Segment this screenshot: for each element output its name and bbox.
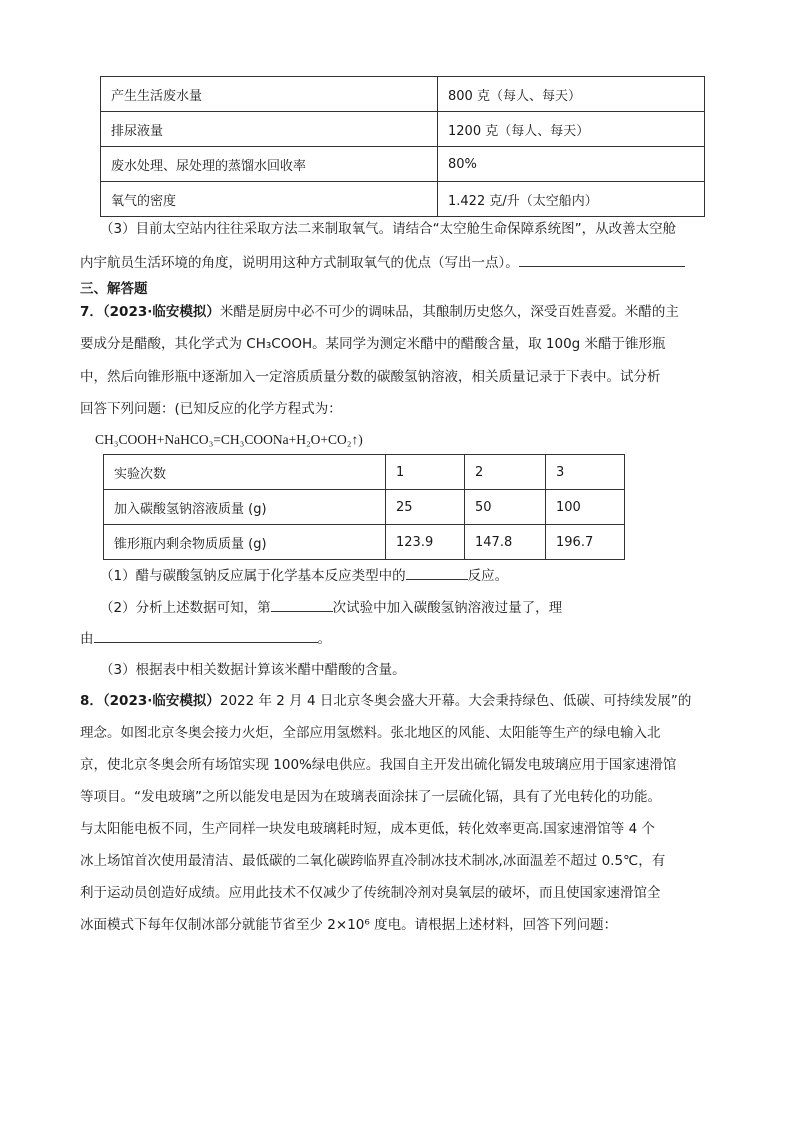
q8-line8: 冰面模式下每年仅制冰部分就能节省至少 2×10⁶ 度电。请根据上述材料，回答下列问题： bbox=[80, 917, 618, 933]
table-cell: 锥形瓶内剩余物质质量 (g) bbox=[104, 525, 386, 560]
answer-blank[interactable] bbox=[406, 565, 468, 580]
table-cell: 100 bbox=[546, 490, 625, 525]
q6-sub3-text: 内宇航员生活环境的角度，说明用这种方式制取氧气的优点（写出一点）。 bbox=[80, 255, 519, 271]
q7-line3: 中，然后向锥形瓶中逐渐加入一定溶质质量分数的碳酸氢钠溶液，相关质量记录于下表中。试分析 bbox=[80, 369, 661, 385]
table-header-cell: 1 bbox=[386, 455, 465, 490]
q7-sub1-text-b: 反应。 bbox=[467, 568, 509, 584]
table-cell: 196.7 bbox=[546, 525, 625, 560]
table-cell: 废水处理、尿处理的蒸馏水回收率 bbox=[101, 147, 438, 182]
answer-blank[interactable] bbox=[271, 597, 333, 612]
q8-text: 2022 年 2 月 4 日北京冬奥会盛大开幕。大会秉持绿色、低碳、可持续发展”的 bbox=[219, 693, 692, 709]
table-header-cell: 实验次数 bbox=[104, 455, 386, 490]
q8-line7: 利于运动员创造好成绩。应用此技术不仅减少了传统制冷剂对臭氧层的破坏，而且使国家速滑馆全 bbox=[80, 885, 661, 901]
q7-sub1-text-a: （1）醋与碳酸氢钠反应属于化学基本反应类型中的 bbox=[100, 568, 406, 584]
table-row bbox=[101, 182, 705, 217]
q7-sub2 bbox=[100, 597, 562, 618]
table-cell: 1200 克（每人、每天） bbox=[438, 112, 705, 147]
q7-sub2-text-d: 。 bbox=[317, 631, 331, 647]
section-heading: 三、解答题 bbox=[80, 281, 148, 297]
q7-line1 bbox=[80, 302, 679, 322]
q6-sub3-line2 bbox=[80, 252, 685, 273]
q7-sub2-text-c: 由 bbox=[80, 631, 94, 647]
chemical-equation: CH₃COOH+NaHCO₃=CH₃COONa+H₂O+CO₂↑) bbox=[95, 432, 363, 447]
q8-source: （2023·临安模拟） bbox=[102, 693, 220, 709]
q7-sub1 bbox=[100, 565, 508, 586]
q7-line4: 回答下列问题：(已知反应的化学方程式为： bbox=[80, 401, 342, 417]
table-cell: 50 bbox=[465, 490, 546, 525]
q7-sub2-reason bbox=[80, 628, 331, 649]
table-row bbox=[104, 490, 625, 525]
table-row bbox=[104, 525, 625, 560]
q7-number: 7． bbox=[80, 304, 103, 320]
q7-sub2-text-b: 次试验中加入碳酸氢钠溶液过量了，理 bbox=[332, 600, 563, 616]
table-header-cell: 3 bbox=[546, 455, 625, 490]
q7-line2: 要成分是醋酸，其化学式为 CH₃COOH。某同学为测定米醋中的醋酸含量，取 100g 米醋于锥形瓶 bbox=[80, 336, 666, 352]
table-header-row bbox=[104, 455, 625, 490]
answer-blank[interactable] bbox=[519, 252, 685, 267]
q7-text: 米醋是厨房中必不可少的调味品，其酿制历史悠久，深受百姓喜爱。米醋的主 bbox=[219, 304, 679, 320]
q8-line1 bbox=[80, 691, 691, 711]
table-row bbox=[101, 112, 705, 147]
q8-line6: 冰上场馆首次使用最清洁、最低碳的二氧化碳跨临界直冷制冰技术制冰,冰面温差不超过 0.5℃，有 bbox=[80, 853, 666, 869]
q8-line2: 理念。如图北京冬奥会接力火炬，全部应用氢燃料。张北地区的风能、太阳能等生产的绿电输入北 bbox=[80, 725, 661, 741]
space-data-table bbox=[100, 76, 705, 217]
table-cell: 123.9 bbox=[386, 525, 465, 560]
q8-line3: 京，使北京冬奥会所有场馆实现 100%绿电供应。我国自主开发出硫化镉发电玻璃应用于国家速滑馆 bbox=[80, 757, 677, 773]
q8-number: 8． bbox=[80, 693, 103, 709]
table-cell: 25 bbox=[386, 490, 465, 525]
table-cell: 产生生活废水量 bbox=[101, 77, 438, 112]
q7-sub2-text-a: （2）分析上述数据可知，第 bbox=[100, 600, 271, 616]
q7-source: （2023·临安模拟） bbox=[102, 304, 220, 320]
experiment-table bbox=[103, 454, 625, 560]
q8-line5: 与太阳能电板不同，生产同样一块发电玻璃耗时短，成本更低，转化效率更高.国家速滑馆等 4 个 bbox=[80, 821, 655, 837]
answer-blank[interactable] bbox=[94, 628, 318, 643]
table-cell: 80% bbox=[438, 147, 705, 182]
table-cell: 800 克（每人、每天） bbox=[438, 77, 705, 112]
table-row bbox=[101, 147, 705, 182]
table-header-cell: 2 bbox=[465, 455, 546, 490]
table-cell: 1.422 克/升（太空船内） bbox=[438, 182, 705, 217]
table-row bbox=[101, 77, 705, 112]
table-cell: 排尿液量 bbox=[101, 112, 438, 147]
q6-sub3-line1: （3）目前太空站内往往采取方法二来制取氧气。请结合“太空舱生命保障系统图”，从改善太空舱 bbox=[100, 221, 677, 237]
q8-line4: 等项目。“发电玻璃”之所以能发电是因为在玻璃表面涂抹了一层硫化镉，具有了光电转化的功能。 bbox=[80, 789, 661, 805]
table-cell: 氧气的密度 bbox=[101, 182, 438, 217]
table-cell: 加入碳酸氢钠溶液质量 (g) bbox=[104, 490, 386, 525]
q7-sub3: （3）根据表中相关数据计算该米醋中醋酸的含量。 bbox=[100, 662, 406, 678]
table-cell: 147.8 bbox=[465, 525, 546, 560]
